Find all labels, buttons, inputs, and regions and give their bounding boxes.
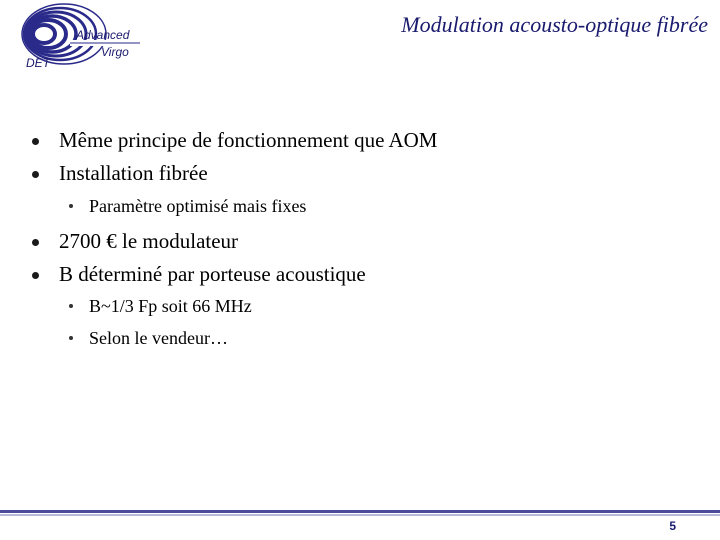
- logo-text-virgo: Virgo: [101, 45, 129, 59]
- sub-bullet-item: [89, 196, 306, 217]
- advanced-virgo-logo: [0, 0, 140, 78]
- footer-rule-secondary: [0, 514, 720, 516]
- bullet-text: B déterminé par porteuse acoustique: [59, 262, 366, 286]
- sub-bullet-item: [89, 328, 228, 349]
- bullet-item: [59, 229, 238, 254]
- bullet-text: 2700 € le modulateur: [59, 229, 239, 253]
- sub-bullet-dot-icon: [69, 204, 73, 208]
- bullet-text: Même principe de fonctionnement que AOM: [59, 128, 438, 152]
- sub-bullet-text: Selon le vendeur…: [89, 328, 228, 348]
- bullet-dot-icon: [32, 171, 39, 178]
- bullet-dot-icon: [32, 138, 39, 145]
- slide-title: Modulation acousto-optique fibrée: [401, 12, 708, 37]
- bullet-item: [59, 262, 366, 287]
- page-number: 5: [669, 519, 676, 533]
- bullet-text: Installation fibrée: [59, 161, 208, 185]
- bullet-item: [59, 161, 208, 186]
- sub-bullet-item: [89, 296, 252, 317]
- sub-bullet-dot-icon: [69, 304, 73, 308]
- footer-rule: [0, 510, 720, 513]
- bullet-item: [59, 128, 437, 153]
- bullet-dot-icon: [32, 239, 39, 246]
- logo-text-det: DET: [26, 56, 50, 70]
- sub-bullet-dot-icon: [69, 336, 73, 340]
- sub-bullet-text: B~1/3 Fp soit 66 MHz: [89, 296, 252, 316]
- bullet-dot-icon: [32, 272, 39, 279]
- sub-bullet-text: Paramètre optimisé mais fixes: [89, 196, 307, 216]
- logo-text-advanced: Advanced: [76, 28, 130, 42]
